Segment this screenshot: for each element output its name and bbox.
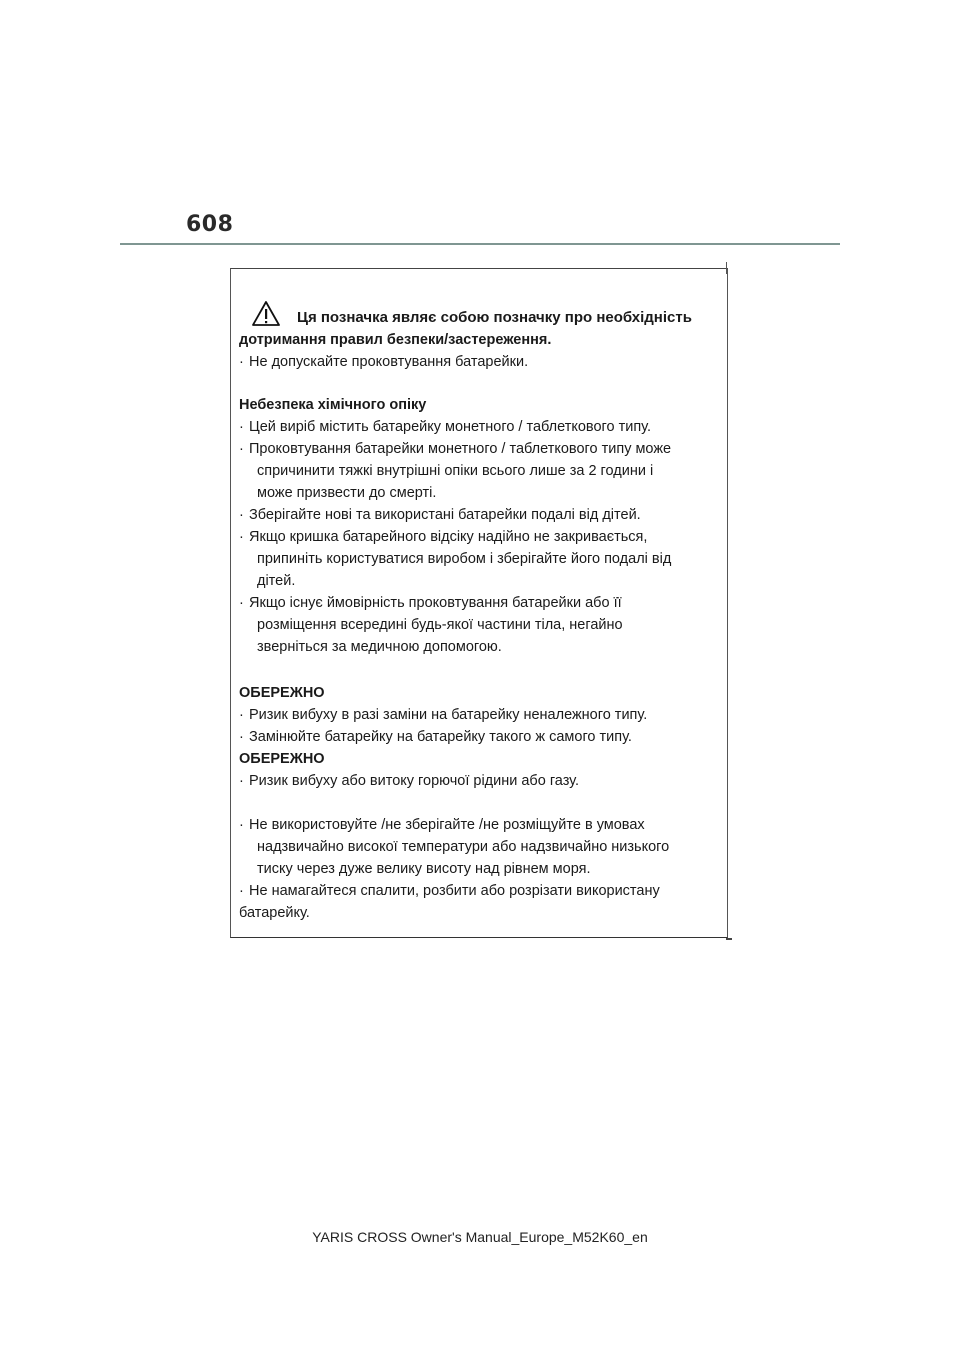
final-item-continuation: надзвичайно високої температури або надзвичайно низького: [257, 839, 670, 855]
item-text: Проковтування батарейки монетного / таблеткового типу може: [249, 441, 672, 457]
caution-item: [239, 770, 719, 792]
bullet: ·: [239, 707, 244, 723]
caution-item: [239, 726, 719, 748]
bullet: ·: [239, 507, 244, 523]
chem-item: [239, 592, 719, 614]
bullet: ·: [239, 354, 244, 370]
chem-item: [239, 504, 719, 526]
caution-item: [239, 704, 719, 726]
item-text: Якщо кришка батарейного відсіку надійно не закривається,: [249, 529, 648, 545]
item-text: Цей виріб містить батарейку монетного / таблеткового типу.: [249, 419, 652, 435]
label-bottom-rule-extension: [726, 938, 732, 940]
warning-intro-line-1: Ця позначка являє собою позначку про необхідність: [297, 309, 692, 326]
caution-heading: ОБЕРЕЖНО: [239, 685, 325, 701]
bullet: ·: [239, 773, 244, 789]
bullet: ·: [239, 529, 244, 545]
bullet: ·: [239, 729, 244, 745]
chem-item-continuation: розміщення всередині будь-якої частини тіла, негайно: [257, 617, 623, 633]
no-swallow-item: [239, 351, 719, 373]
bullet: ·: [239, 595, 244, 611]
item-text: Не допускайте проковтування батарейки.: [249, 354, 529, 370]
chem-item: [239, 438, 719, 460]
warning-intro: [239, 300, 719, 329]
chem-item-continuation: дітей.: [257, 573, 296, 589]
item-text: Замінюйте батарейку на батарейку такого ж самого типу.: [249, 729, 632, 745]
item-text: Ризик вибуху або витоку горючої рідини або газу.: [249, 773, 580, 789]
footer-manual-id: YARIS CROSS Owner's Manual_Europe_M52K60_en: [312, 1229, 648, 1245]
bullet: ·: [239, 817, 244, 833]
chem-item-continuation: спричинити тяжкі внутрішні опіки всього лише за 2 години і: [257, 463, 654, 479]
item-text: Зберігайте нові та використані батарейки подалі від дітей.: [249, 507, 641, 523]
final-item: [239, 814, 719, 836]
warning-intro-line-2: дотримання правил безпеки/застереження.: [239, 332, 552, 348]
page-number: 608: [186, 212, 234, 237]
caution-heading: ОБЕРЕЖНО: [239, 751, 325, 767]
item-text: Ризик вибуху в разі заміни на батарейку неналежного типу.: [249, 707, 648, 723]
label-content: [239, 300, 719, 924]
chem-item: [239, 416, 719, 438]
bullet: ·: [239, 441, 244, 457]
chem-item: [239, 526, 719, 548]
final-item-continuation: тиску через дуже велику висоту над рівнем моря.: [257, 861, 591, 877]
chemical-burn-heading: Небезпека хімічного опіку: [239, 397, 427, 413]
item-text: Не використовуйте /не зберігайте /не розміщуйте в умовах: [249, 817, 645, 833]
final-item: [239, 880, 719, 902]
item-text: Не намагайтеся спалити, розбити або розрізати використану: [249, 883, 660, 899]
bullet: ·: [239, 883, 244, 899]
item-text: Якщо існує ймовірність проковтування батарейки або її: [249, 595, 622, 611]
header-divider: [120, 243, 840, 245]
bullet: ·: [239, 419, 244, 435]
chem-item-continuation: зверніться за медичною допомогою.: [257, 639, 502, 655]
label-corner-tick: [726, 262, 727, 274]
chem-item-continuation: може призвести до смерті.: [257, 485, 437, 501]
final-item-continuation: батарейку.: [239, 905, 310, 921]
chem-item-continuation: припиніть користуватися виробом і зберігайте його подалі від: [257, 551, 672, 567]
warning-triangle-icon: [251, 300, 281, 328]
